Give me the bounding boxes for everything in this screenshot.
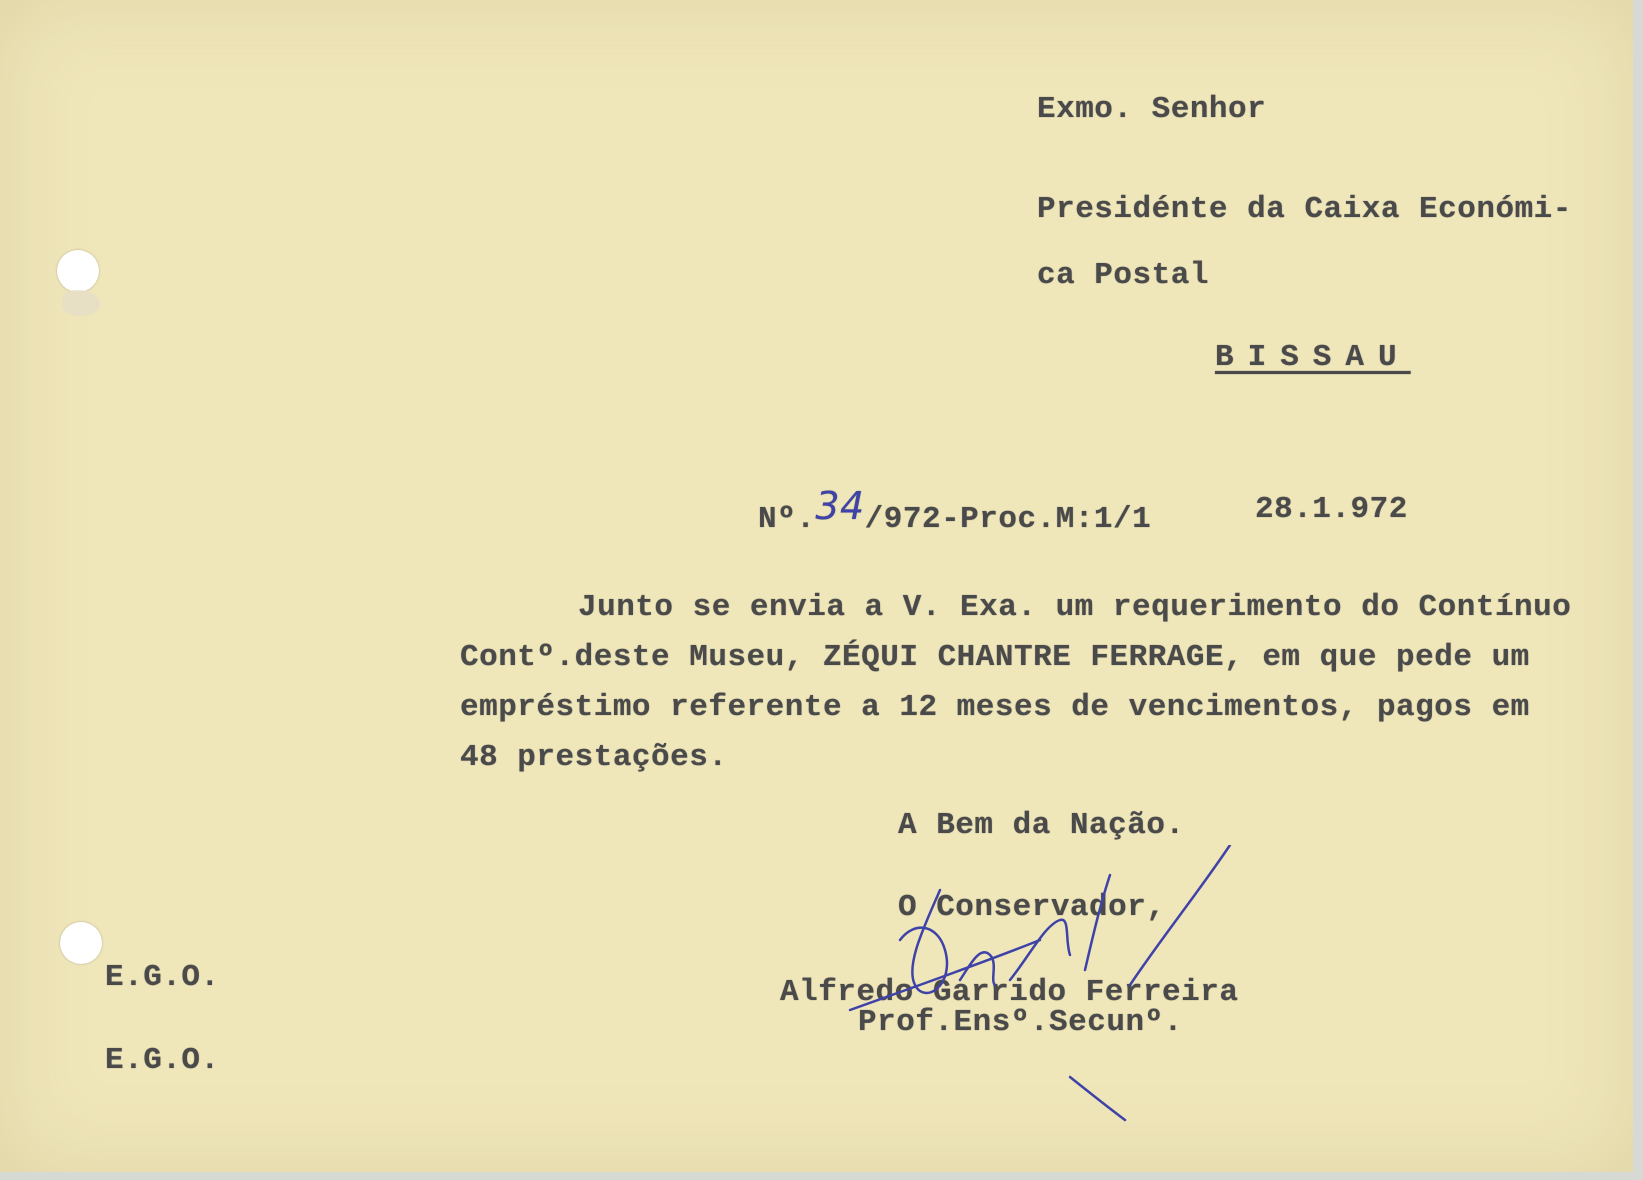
punch-hole-bottom: [60, 922, 102, 964]
body-line-1: Junto se envia a V. Exa. um requerimento do Contínuo: [578, 590, 1572, 625]
body-line-3: empréstimo referente a 12 meses de vencimentos, pagos em: [460, 690, 1530, 725]
body-line-2: Contº.deste Museu, ZÉQUI CHANTRE FERRAGE, em que pede um: [460, 640, 1530, 675]
recipient-line-2: ca Postal: [1037, 258, 1209, 293]
reference-prefix: Nº.: [758, 502, 816, 537]
reference-suffix: /972-Proc.M:1/1: [864, 502, 1152, 537]
salutation: Exmo. Senhor: [1037, 92, 1267, 127]
initials-2: E.G.O.: [105, 1043, 220, 1078]
body-line-4: 48 prestações.: [460, 740, 728, 775]
scan-border-right: [1633, 0, 1643, 1180]
punch-hole-tear: [62, 290, 100, 316]
recipient-line-1: Presidénte da Caixa Económi-: [1037, 192, 1572, 227]
signer-title: O Conservador,: [898, 890, 1166, 925]
letter-date: 28.1.972: [1255, 492, 1408, 527]
initials-1: E.G.O.: [105, 960, 220, 995]
closing: A Bem da Nação.: [898, 808, 1185, 843]
reference-line: [758, 484, 1152, 537]
signer-name: Alfredo Garrido Ferreira: [780, 975, 1239, 1010]
handwritten-signature: [830, 845, 1260, 1125]
scan-border-bottom: [0, 1172, 1643, 1180]
signer-role: Prof.Ensº.Secunº.: [858, 1005, 1183, 1040]
reference-number-handwritten: 34: [815, 484, 865, 528]
city: BISSAU: [1215, 340, 1411, 375]
punch-hole-top: [57, 250, 99, 292]
